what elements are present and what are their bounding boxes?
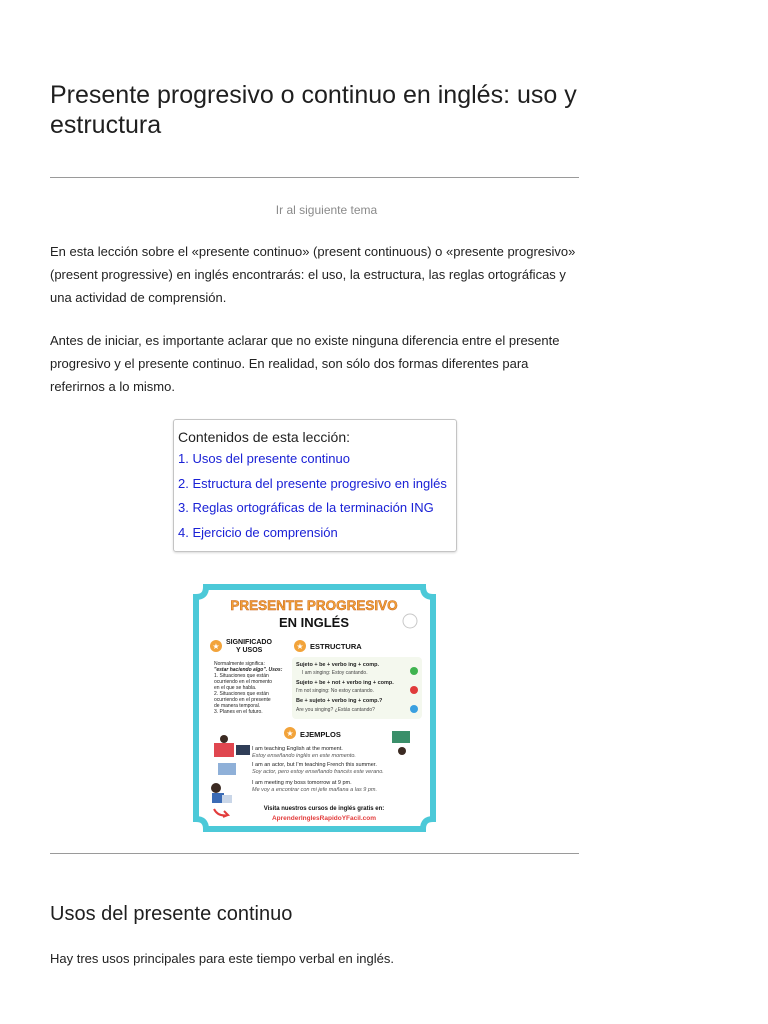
structure-affirmative: Sujeto + be + verbo ing + comp.	[296, 662, 379, 668]
svg-text:ocurriendo en el presente: ocurriendo en el presente	[214, 697, 271, 703]
section-paragraph: Hay tres usos principales para este tiempo verbal en inglés.	[50, 951, 394, 966]
infographic-footer: Visita nuestros cursos de inglés gratis en:	[263, 806, 385, 812]
example-3: I am meeting my boss tomorrow at 9 pm.	[252, 780, 352, 786]
table-of-contents	[173, 419, 457, 552]
next-topic-link[interactable]: Ir al siguiente tema	[275, 203, 378, 217]
page-title: Presente progresivo o continuo en inglés: uso y estructura	[50, 81, 577, 139]
question-icon	[410, 705, 418, 713]
svg-text:★: ★	[296, 642, 304, 651]
section-estructura: ESTRUCTURA	[310, 642, 362, 651]
structure-question: Be + sujeto + verbo ing + comp.?	[296, 698, 383, 704]
intro-paragraph: En esta lección sobre el «presente continuo» (present continuous) o «presente progresivo» (present progressive) en inglés encontrarás: el uso, la estructura, las reglas ortográficas y una actividad de comprensión.	[50, 244, 576, 305]
example-2-translation: Soy actor, pero estoy enseñando francés este verano.	[252, 769, 384, 775]
infographic-image	[192, 583, 437, 833]
svg-text:★: ★	[286, 729, 294, 738]
section-ejemplos: EJEMPLOS	[300, 730, 341, 739]
example-2: I am an actor, but I'm teaching French this summer.	[252, 762, 377, 768]
toc-link-ejercicio[interactable]: 4. Ejercicio de comprensión	[178, 524, 338, 540]
example-3-translation: Me voy a encontrar con mi jefe mañana a las 9 pm.	[252, 787, 378, 793]
svg-text:Y USOS: Y USOS	[236, 647, 263, 654]
svg-text:1. Situaciones que están: 1. Situaciones que están	[214, 673, 269, 679]
svg-text:de manera temporal.: de manera temporal.	[214, 703, 261, 709]
second-paragraph: Antes de iniciar, es importante aclarar que no existe ninguna diferencia entre el presente progresivo y el presente continuo. En realidad, son sólo dos formas diferentes para referirnos a lo mismo.	[50, 333, 560, 394]
cross-icon	[410, 686, 418, 694]
structure-affirmative-example: I am singing: Estoy cantando.	[302, 670, 368, 676]
toc-link-usos[interactable]: 1. Usos del presente continuo	[178, 451, 350, 466]
svg-text:Normalmente significa:: Normalmente significa:	[214, 661, 265, 667]
example-1-translation: Estoy enseñando inglés en este momento.	[252, 753, 356, 759]
svg-text:"estar haciendo algo". Usos:: "estar haciendo algo". Usos:	[214, 667, 283, 673]
structure-question-example: Are you singing? ¿Estás cantando?	[296, 707, 375, 713]
structure-negative-example: I'm not singing: No estoy cantando.	[296, 688, 374, 694]
divider	[50, 177, 579, 178]
svg-text:ocurriendo en el momento: ocurriendo en el momento	[214, 679, 273, 685]
svg-text:★: ★	[212, 642, 220, 651]
toc-title: Contenidos de esta lección:	[178, 429, 350, 445]
infographic-title: PRESENTE PROGRESIVO	[230, 598, 398, 613]
example-1: I am teaching English at the moment.	[252, 746, 343, 752]
svg-text:3. Planes en el futuro.: 3. Planes en el futuro.	[214, 709, 263, 715]
structure-negative: Sujeto + be + not + verbo ing + comp.	[296, 680, 394, 686]
infographic-website: AprenderInglesRapidoYFacil.com	[271, 815, 377, 822]
check-icon	[410, 667, 418, 675]
toc-link-reglas[interactable]: 3. Reglas ortográficas de la terminación ING	[178, 500, 434, 515]
toc-link-estructura[interactable]: 2. Estructura del presente progresivo en inglés	[178, 475, 447, 491]
section-heading: Usos del presente continuo	[50, 903, 293, 925]
divider	[50, 853, 579, 854]
svg-text:2. Situaciones que están: 2. Situaciones que están	[214, 691, 269, 697]
svg-text:SIGNIFICADO: SIGNIFICADO	[226, 639, 272, 646]
svg-text:en el que se habla.: en el que se habla.	[214, 685, 257, 691]
infographic-subtitle: EN INGLÉS	[278, 615, 350, 630]
